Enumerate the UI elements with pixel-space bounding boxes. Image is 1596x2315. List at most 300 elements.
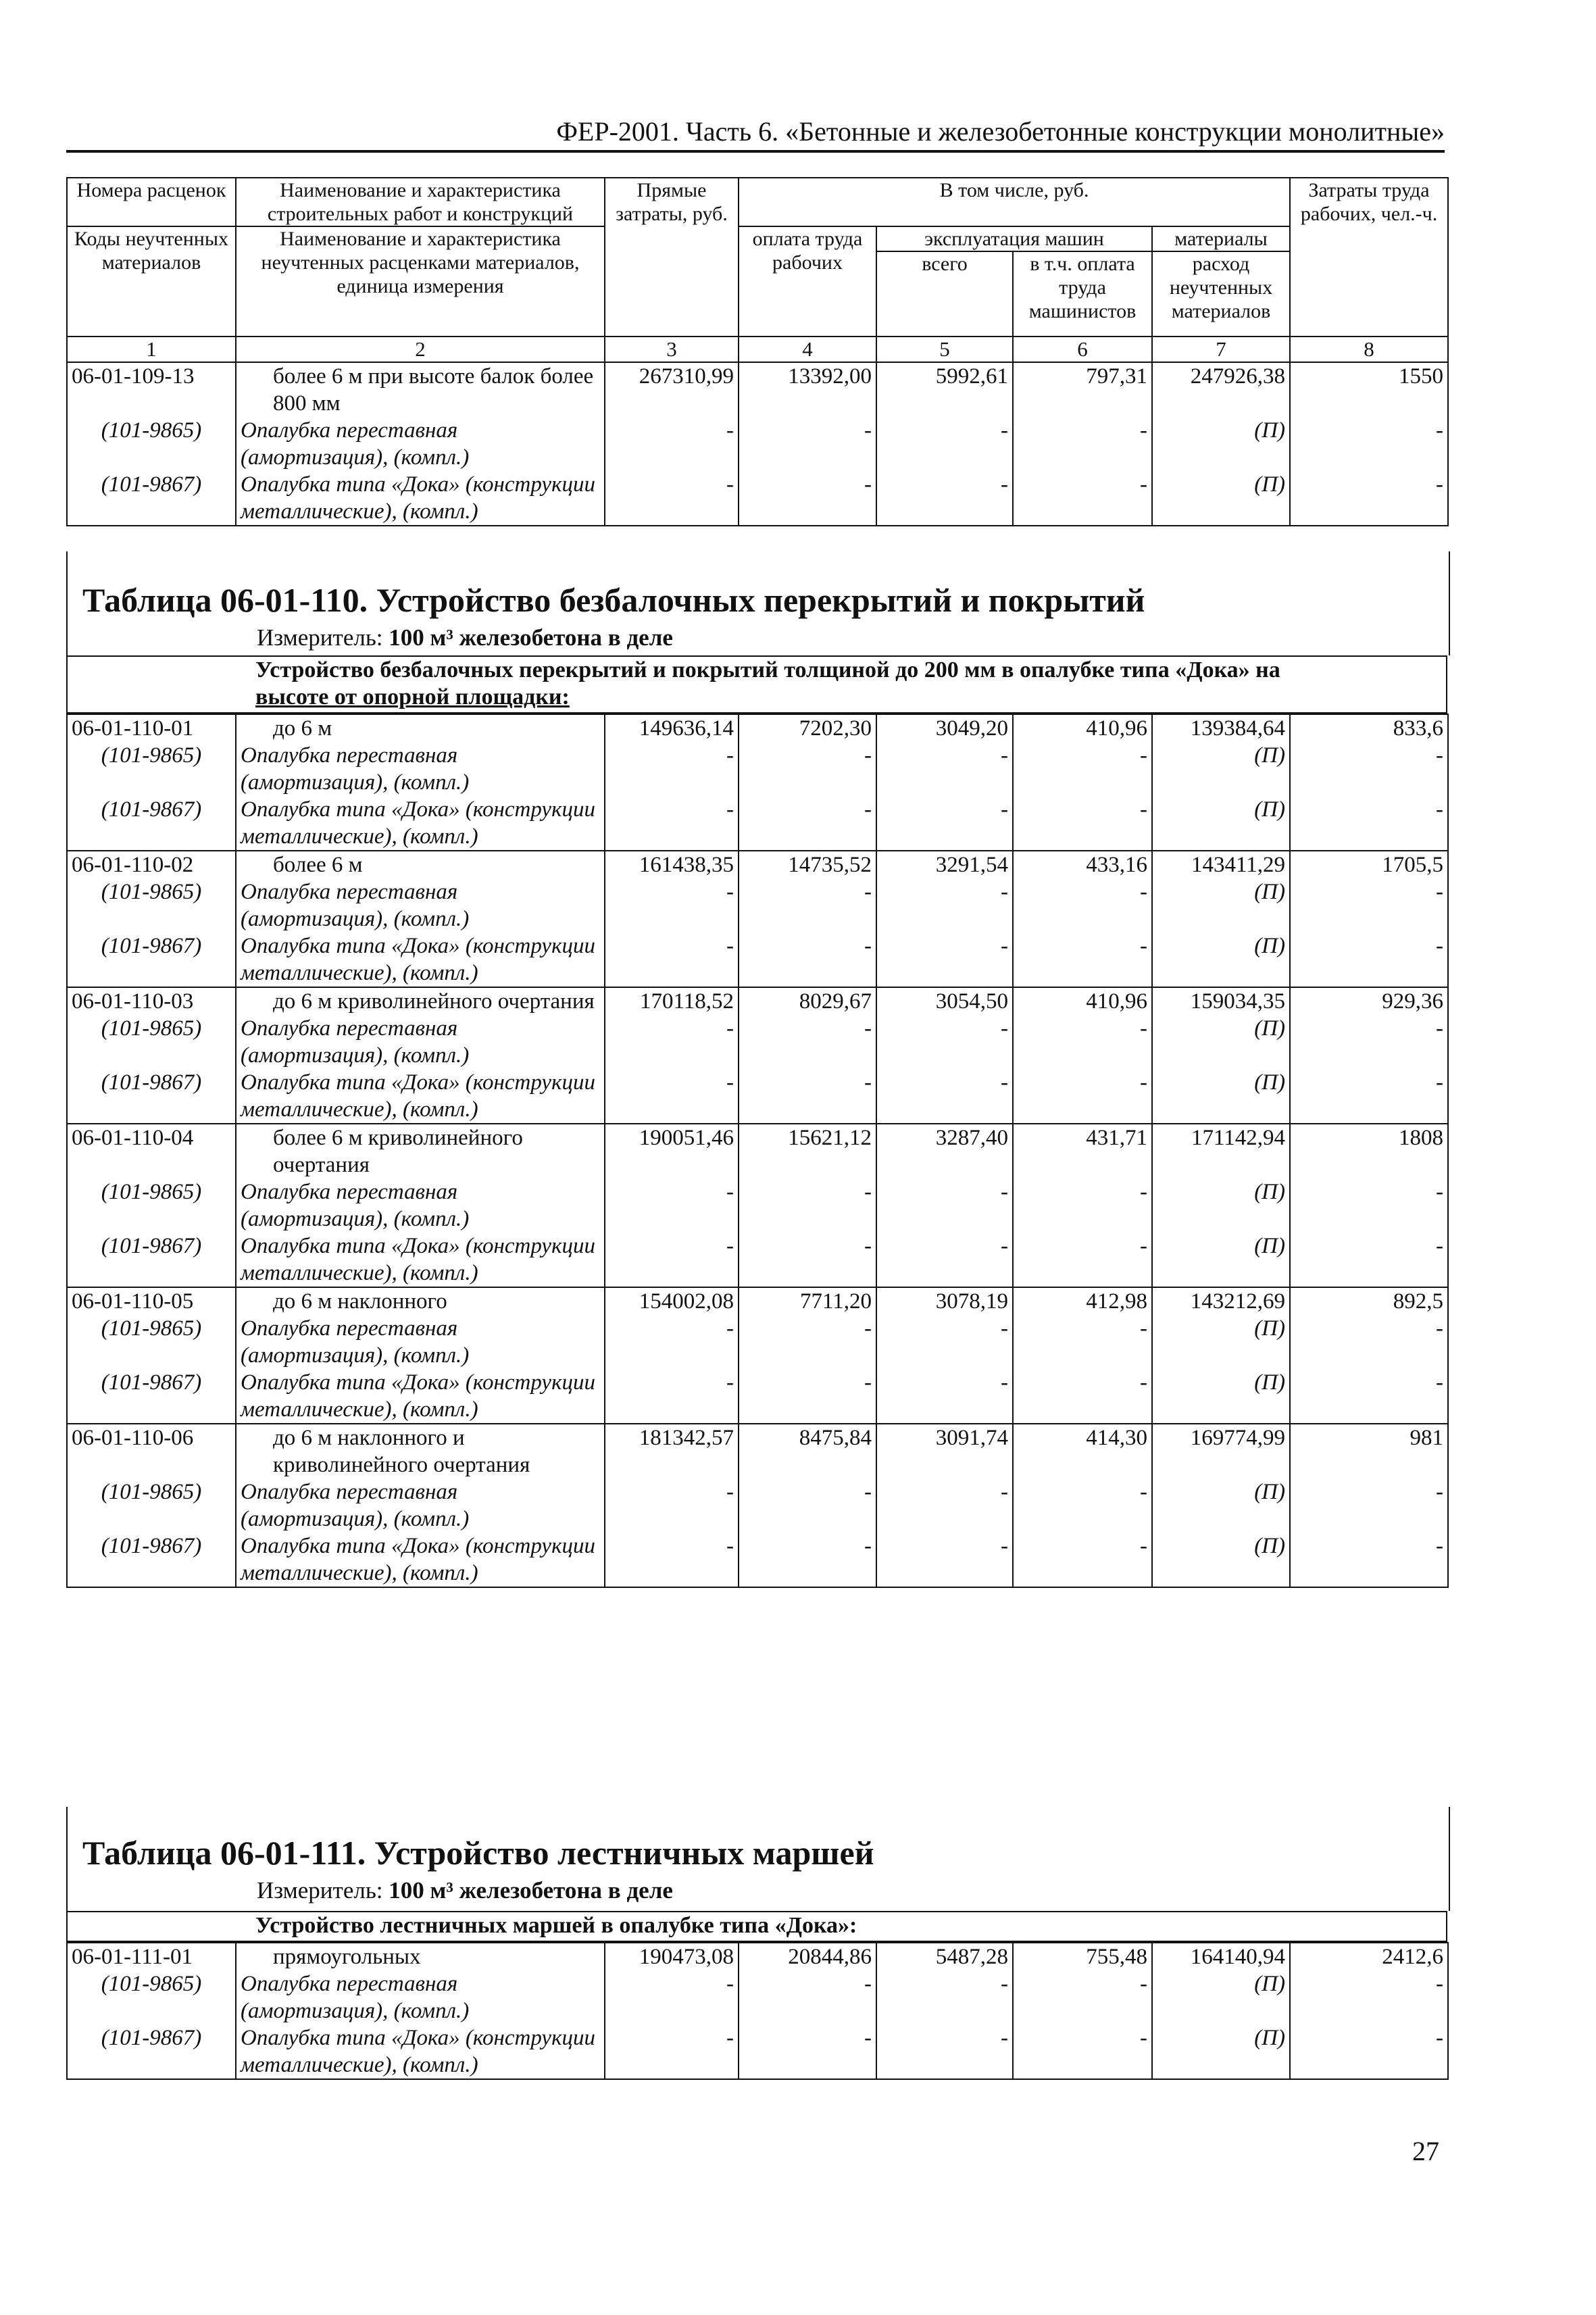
section-line-1: Устройство безбалочных перекрытий и покрытий толщиной до 200 мм в опалубке типа «Дока» на [255,657,1280,682]
empty-value-dash: - [1013,1178,1152,1233]
empty-value-dash: - [876,417,1013,471]
col-num: 8 [1290,337,1448,362]
usage-marker: (П) [1254,1180,1285,1204]
material-usage [1152,742,1290,796]
material-code-cell [67,796,236,851]
empty-value-dash: - [1290,742,1448,796]
rate-code-cell [67,987,236,1015]
material-name: Опалубка переставная (амортизация), (компл.) [241,1016,470,1068]
usage-marker: (П) [1254,797,1285,822]
col-num: 3 [605,337,739,362]
material-usage [1152,2024,1290,2079]
material-usage [1152,1369,1290,1424]
rate-name: до 6 м криволинейного очертания [273,989,595,1014]
empty-value-dash: - [739,1369,876,1424]
empty-value-dash: - [876,1970,1013,2024]
col-num: 6 [1013,337,1152,362]
rate-name-cell [236,1124,605,1178]
usage-marker: (П) [1254,743,1285,768]
material-usage [1152,1233,1290,1287]
rate-code-cell [67,714,236,742]
empty-value-dash: - [605,1533,739,1587]
material-code: (101-9867) [101,1370,202,1395]
empty-value-dash: - [739,1015,876,1069]
empty-value-dash: - [605,1233,739,1287]
empty-value-dash: - [876,796,1013,851]
material-usage [1152,796,1290,851]
material-row [67,1970,1448,2024]
material-row [67,1178,1448,1233]
value-materials-cost: 171142,94 [1152,1124,1290,1178]
value-machines-total: 3078,19 [876,1287,1013,1315]
material-code-cell [67,2024,236,2079]
rate-row [67,1424,1448,1478]
empty-value-dash: - [605,471,739,526]
value-materials-cost: 164140,94 [1152,1943,1290,1970]
empty-value-dash: - [1290,1069,1448,1124]
value-machinists-pay: 414,30 [1013,1424,1152,1478]
row-group [67,987,1448,1124]
material-code-cell [67,1315,236,1369]
table-110-measure [257,624,673,651]
rates-table-111 [66,1942,1449,2080]
material-name-cell [236,1069,605,1124]
value-worker-pay: 13392,00 [739,362,876,417]
empty-value-dash: - [739,796,876,851]
material-code-cell [67,1015,236,1069]
empty-value-dash: - [605,1315,739,1369]
material-name-cell [236,742,605,796]
rate-code-cell [67,1943,236,1970]
row-group [67,714,1448,851]
empty-value-dash: - [876,742,1013,796]
col-num: 7 [1152,337,1290,362]
material-row [67,796,1448,851]
empty-value-dash: - [1290,1533,1448,1587]
table-111-section-heading [66,1911,1447,1942]
rate-row [67,714,1448,742]
empty-value-dash: - [739,417,876,471]
material-usage [1152,1478,1290,1533]
empty-value-dash: - [1013,1233,1152,1287]
value-machines-total: 5487,28 [876,1943,1013,1970]
measure-value: 100 м³ железобетона в деле [389,1877,673,1903]
empty-value-dash: - [1013,1069,1152,1124]
value-labor-hours: 1550 [1290,362,1448,417]
empty-value-dash: - [1290,1015,1448,1069]
value-worker-pay: 20844,86 [739,1943,876,1970]
row-group [67,362,1448,526]
empty-value-dash: - [1290,796,1448,851]
empty-value-dash: - [1013,796,1152,851]
material-name-cell [236,878,605,932]
material-name-cell [236,1533,605,1587]
empty-value-dash: - [739,1233,876,1287]
rate-name: до 6 м наклонного [273,1289,447,1314]
empty-value-dash: - [1013,742,1152,796]
usage-marker: (П) [1254,1972,1285,1996]
empty-value-dash: - [739,1970,876,2024]
material-usage [1152,1533,1290,1587]
value-worker-pay: 15621,12 [739,1124,876,1178]
value-machinists-pay: 410,96 [1013,714,1152,742]
table-111-title: Таблица 06-01-111. Устройство лестничных маршей [82,1834,874,1872]
material-code: (101-9867) [101,934,202,958]
hdr-rate-numbers: Номера расценок [67,178,236,226]
running-header: ФЕР-2001. Часть 6. «Бетонные и железобетонные конструкции монолитные» [556,116,1445,147]
hdr-direct-costs: Прямые затраты, руб. [605,178,739,337]
material-name-cell [236,1315,605,1369]
empty-value-dash: - [1013,1315,1152,1369]
material-usage [1152,1970,1290,2024]
hdr-material-name: Наименование и характеристика неучтенных расценками материалов, единица измерения [236,226,605,337]
empty-value-dash: - [605,1369,739,1424]
hdr-materials: материалы [1152,226,1290,251]
material-code-cell [67,742,236,796]
material-code-cell [67,417,236,471]
usage-marker: (П) [1254,1070,1285,1095]
rate-row [67,1124,1448,1178]
rate-row [67,362,1448,417]
rate-code: 06-01-110-02 [72,853,194,877]
material-code-cell [67,471,236,526]
value-direct-costs: 190051,46 [605,1124,739,1178]
hdr-material-codes: Коды неучтенных материалов [67,226,236,337]
value-machinists-pay: 797,31 [1013,362,1152,417]
empty-value-dash: - [739,1178,876,1233]
material-row [67,471,1448,526]
material-name: Опалубка типа «Дока» (конструкции металлические), (компл.) [241,1070,596,1122]
value-direct-costs: 161438,35 [605,851,739,878]
rate-row [67,1943,1448,1970]
rate-code: 06-01-111-01 [72,1945,193,1969]
rates-table-top [66,177,1449,526]
section-line: Устройство лестничных маршей в опалубке типа «Дока»: [255,1913,857,1938]
empty-value-dash: - [739,742,876,796]
empty-value-dash: - [1013,471,1152,526]
material-name: Опалубка типа «Дока» (конструкции металлические), (компл.) [241,2026,596,2077]
rate-name: прямоугольных [273,1945,421,1969]
usage-marker: (П) [1254,1234,1285,1258]
material-row [67,1069,1448,1124]
material-name: Опалубка переставная (амортизация), (компл.) [241,418,470,470]
value-worker-pay: 7711,20 [739,1287,876,1315]
value-worker-pay: 14735,52 [739,851,876,878]
material-code: (101-9865) [101,418,202,443]
value-materials-cost: 139384,64 [1152,714,1290,742]
usage-marker: (П) [1254,880,1285,904]
hdr-machines-total: всего [876,251,1013,337]
value-materials-cost: 247926,38 [1152,362,1290,417]
value-machines-total: 3054,50 [876,987,1013,1015]
empty-value-dash: - [876,1369,1013,1424]
usage-marker: (П) [1254,1316,1285,1341]
table-110-section-heading [66,655,1447,714]
empty-value-dash: - [1013,1369,1152,1424]
value-machinists-pay: 755,48 [1013,1943,1152,1970]
material-code: (101-9867) [101,472,202,497]
usage-marker: (П) [1254,472,1286,497]
material-name-cell [236,796,605,851]
material-usage [1152,1178,1290,1233]
value-machinists-pay: 433,16 [1013,851,1152,878]
value-materials-cost: 169774,99 [1152,1424,1290,1478]
empty-value-dash: - [605,417,739,471]
value-worker-pay: 8029,67 [739,987,876,1015]
material-row [67,1015,1448,1069]
material-row [67,1478,1448,1533]
empty-value-dash: - [605,1478,739,1533]
rate-row [67,851,1448,878]
table-110-title: Таблица 06-01-110. Устройство безбалочных перекрытий и покрытий [82,581,1145,619]
material-code-cell [67,878,236,932]
empty-value-dash: - [739,1315,876,1369]
empty-value-dash: - [739,878,876,932]
material-row [67,1533,1448,1587]
usage-marker: (П) [1254,1480,1285,1504]
hdr-material-usage: расход неучтенных материалов [1152,251,1290,337]
rate-code: 06-01-109-13 [72,364,195,389]
empty-value-dash: - [1013,1533,1152,1587]
value-worker-pay: 7202,30 [739,714,876,742]
material-name-cell [236,1369,605,1424]
material-code-cell [67,1069,236,1124]
material-name: Опалубка переставная (амортизация), (компл.) [241,1180,470,1231]
material-name: Опалубка типа «Дока» (конструкции металлические), (компл.) [241,1534,596,1585]
material-name-cell [236,2024,605,2079]
material-usage [1152,1015,1290,1069]
material-row [67,878,1448,932]
material-usage [1152,932,1290,987]
rate-code: 06-01-110-01 [72,716,194,741]
empty-value-dash: - [605,796,739,851]
value-labor-hours: 1808 [1290,1124,1448,1178]
rate-name: до 6 м [273,716,332,741]
page-number: 27 [1412,2136,1439,2166]
material-usage [1152,1069,1290,1124]
rate-name-cell [236,1424,605,1478]
material-usage [1152,1315,1290,1369]
value-direct-costs: 181342,57 [605,1424,739,1478]
rate-name: более 6 м [273,853,363,877]
value-direct-costs: 170118,52 [605,987,739,1015]
empty-value-dash: - [876,1233,1013,1287]
material-code-cell [67,1233,236,1287]
empty-value-dash: - [1013,1478,1152,1533]
material-row [67,2024,1448,2079]
empty-value-dash: - [876,1315,1013,1369]
material-name-cell [236,471,605,526]
table-111-measure [257,1877,673,1904]
material-name: Опалубка переставная (амортизация), (компл.) [241,743,470,795]
material-name: Опалубка переставная (амортизация), (компл.) [241,880,470,931]
empty-value-dash: - [1290,471,1448,526]
empty-value-dash: - [605,742,739,796]
empty-value-dash: - [739,2024,876,2079]
material-code: (101-9867) [101,797,202,822]
rate-name-cell [236,851,605,878]
measure-label: Измеритель: [257,1877,383,1903]
empty-value-dash: - [605,1970,739,2024]
rate-code: 06-01-110-05 [72,1289,194,1314]
rates-table-110 [66,714,1449,1588]
empty-value-dash: - [1013,1015,1152,1069]
empty-value-dash: - [605,1015,739,1069]
usage-marker: (П) [1254,934,1285,958]
material-row [67,1233,1448,1287]
material-usage [1152,471,1290,526]
material-code: (101-9867) [101,1070,202,1095]
material-name-cell [236,1233,605,1287]
col-num: 5 [876,337,1013,362]
row-group [67,851,1448,987]
material-code-cell [67,1970,236,2024]
empty-value-dash: - [739,1069,876,1124]
material-name-cell [236,1178,605,1233]
empty-value-dash: - [1290,417,1448,471]
value-machines-total: 3291,54 [876,851,1013,878]
material-code: (101-9865) [101,880,202,904]
hdr-labor: Затраты труда рабочих, чел.-ч. [1290,178,1448,337]
rate-name-cell [236,362,605,417]
empty-value-dash: - [876,1015,1013,1069]
empty-value-dash: - [1290,1970,1448,2024]
rate-code-cell [67,1124,236,1178]
empty-value-dash: - [605,878,739,932]
value-labor-hours: 981 [1290,1424,1448,1478]
empty-value-dash: - [605,2024,739,2079]
col-num: 4 [739,337,876,362]
material-code: (101-9865) [101,1180,202,1204]
value-labor-hours: 892,5 [1290,1287,1448,1315]
material-code: (101-9865) [101,1480,202,1504]
empty-value-dash: - [605,932,739,987]
material-code: (101-9865) [101,1016,202,1041]
material-usage [1152,878,1290,932]
material-name: Опалубка типа «Дока» (конструкции металлические), (компл.) [241,1370,596,1422]
value-labor-hours: 833,6 [1290,714,1448,742]
hdr-machinists-pay: в т.ч. оплата труда машинистов [1013,251,1152,337]
material-code-cell [67,1478,236,1533]
empty-value-dash: - [1013,932,1152,987]
rate-row [67,987,1448,1015]
hdr-incl-group: В том числе, руб. [739,178,1290,226]
empty-value-dash: - [1013,878,1152,932]
material-code: (101-9867) [101,1234,202,1258]
empty-value-dash: - [876,2024,1013,2079]
material-row [67,1315,1448,1369]
empty-value-dash: - [739,932,876,987]
material-code-cell [67,1178,236,1233]
value-labor-hours: 1705,5 [1290,851,1448,878]
value-labor-hours: 2412,6 [1290,1943,1448,1970]
material-code-cell [67,932,236,987]
value-labor-hours: 929,36 [1290,987,1448,1015]
value-materials-cost: 159034,35 [1152,987,1290,1015]
rate-code: 06-01-110-06 [72,1426,194,1450]
material-name: Опалубка переставная (амортизация), (компл.) [241,1316,470,1368]
hdr-machines: эксплуатация машин [876,226,1152,251]
empty-value-dash: - [739,1478,876,1533]
empty-value-dash: - [605,1178,739,1233]
hdr-work-name: Наименование и характеристика строительных работ и конструкций [236,178,605,226]
value-machinists-pay: 410,96 [1013,987,1152,1015]
material-name: Опалубка типа «Дока» (конструкции металлические), (компл.) [241,472,596,524]
value-direct-costs: 154002,08 [605,1287,739,1315]
col-num: 2 [236,337,605,362]
value-worker-pay: 8475,84 [739,1424,876,1478]
material-name-cell [236,1478,605,1533]
row-group [67,1124,1448,1287]
empty-value-dash: - [876,932,1013,987]
rate-code-cell [67,851,236,878]
rate-name: более 6 м криволинейного очертания [273,1126,523,1177]
empty-value-dash: - [876,1069,1013,1124]
value-machines-total: 3049,20 [876,714,1013,742]
value-materials-cost: 143411,29 [1152,851,1290,878]
rate-name-cell [236,714,605,742]
empty-value-dash: - [876,1478,1013,1533]
section-line-2: высоте от опорной площадки: [255,684,570,710]
material-code-cell [67,1369,236,1424]
empty-value-dash: - [1290,1478,1448,1533]
usage-marker: (П) [1254,1370,1285,1395]
usage-marker: (П) [1254,2026,1285,2050]
material-name-cell [236,932,605,987]
material-name-cell [236,417,605,471]
material-row [67,1369,1448,1424]
usage-marker: (П) [1254,1534,1285,1558]
empty-value-dash: - [876,1533,1013,1587]
rate-row [67,1287,1448,1315]
row-group [67,1943,1448,2079]
empty-value-dash: - [1290,1315,1448,1369]
rate-name-cell [236,1943,605,1970]
empty-value-dash: - [876,471,1013,526]
material-code: (101-9865) [101,1316,202,1341]
rate-code-cell [67,1424,236,1478]
empty-value-dash: - [605,1069,739,1124]
value-machines-total: 5992,61 [876,362,1013,417]
usage-marker: (П) [1254,1016,1285,1041]
empty-value-dash: - [1290,878,1448,932]
value-direct-costs: 267310,99 [605,362,739,417]
material-code: (101-9865) [101,743,202,768]
value-machinists-pay: 431,71 [1013,1124,1152,1178]
rate-name-cell [236,987,605,1015]
col-num: 1 [67,337,236,362]
material-code-cell [67,1533,236,1587]
value-machinists-pay: 412,98 [1013,1287,1152,1315]
empty-value-dash: - [1290,1369,1448,1424]
empty-value-dash: - [1013,417,1152,471]
material-row [67,417,1448,471]
empty-value-dash: - [1290,1233,1448,1287]
measure-label: Измеритель: [257,624,383,651]
value-machines-total: 3091,74 [876,1424,1013,1478]
row-group [67,1287,1448,1424]
rate-code: 06-01-110-04 [72,1126,194,1150]
rate-code-cell [67,1287,236,1315]
empty-value-dash: - [1013,2024,1152,2079]
material-name: Опалубка переставная (амортизация), (компл.) [241,1480,470,1531]
row-group [67,1424,1448,1587]
rate-name: до 6 м наклонного и криволинейного очертания [273,1426,530,1477]
measure-value: 100 м³ железобетона в деле [389,624,673,651]
rate-name: более 6 м при высоте балок более 800 мм [273,364,594,416]
empty-value-dash: - [739,471,876,526]
hdr-worker-pay: оплата труда рабочих [739,226,876,337]
